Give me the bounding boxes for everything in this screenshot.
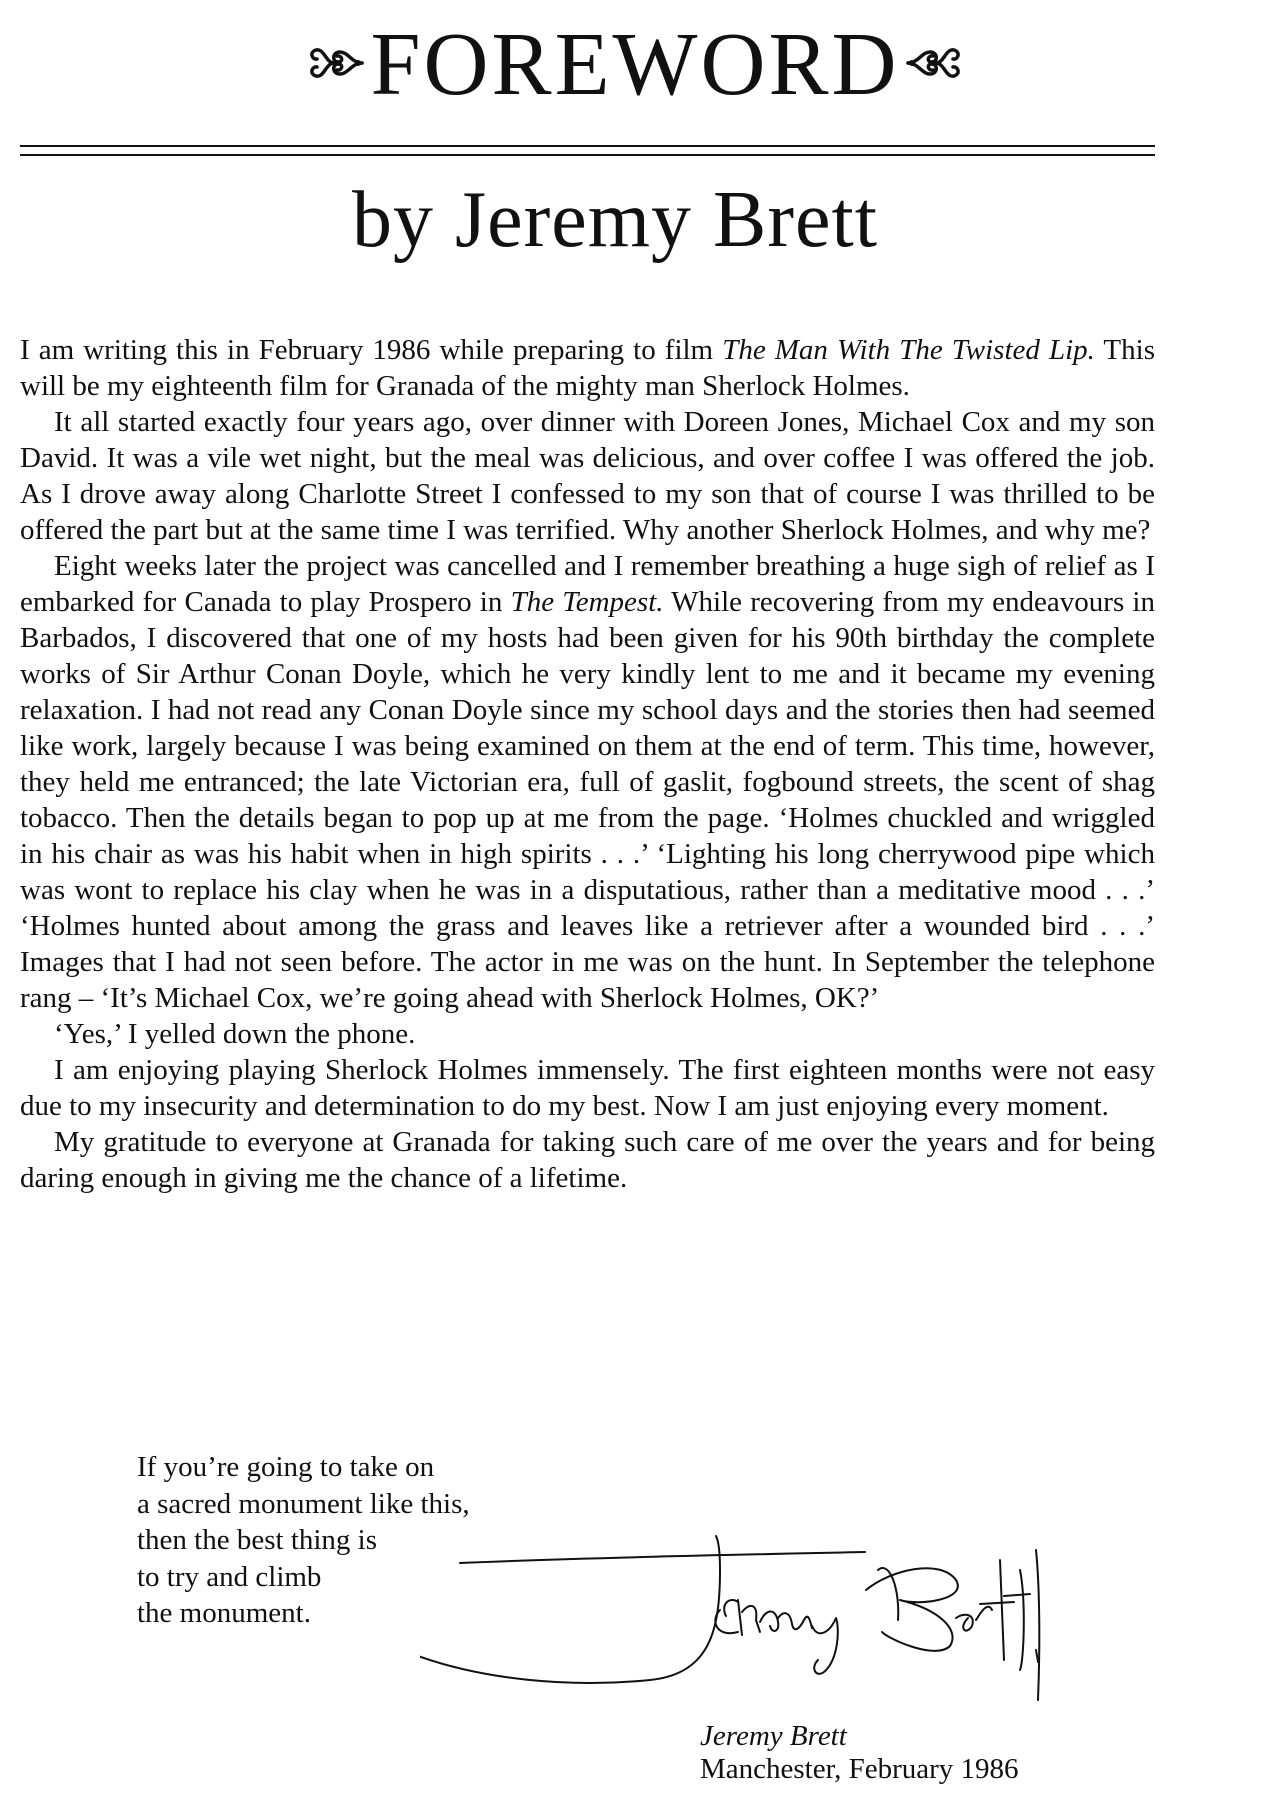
- paragraph-text: Eight weeks later the project was cancelled and I remember breathing a huge sigh of relief as I embarked for Canada to play Prospero in: [20, 550, 1155, 618]
- byline: by Jeremy Brett: [352, 176, 878, 264]
- body-paragraph: [20, 1124, 1155, 1196]
- quote-line: the monument.: [137, 1597, 311, 1629]
- foreword-body: [20, 332, 1155, 1196]
- paragraph-text: This will be my eighteenth film for Granada of the mighty man Sherlock Holmes.: [20, 334, 1155, 402]
- title-row: [0, 15, 1270, 114]
- scroll-ornament-right-icon: [904, 38, 964, 88]
- paragraph-text: My gratitude to everyone at Granada for taking such care of me over the years and for being daring enough in giving me the chance of a lifetime.: [20, 1126, 1155, 1194]
- signature-place-date: Manchester, February 1986: [700, 1753, 1019, 1785]
- paragraph-text: I am enjoying playing Sherlock Holmes immensely. The first eighteen months were not easy due to my insecurity and determination to do my best. Now I am just enjoying every moment.: [20, 1054, 1155, 1122]
- body-paragraph: [20, 548, 1155, 1016]
- scroll-ornament-left-icon: [306, 38, 366, 88]
- quote-line: a sacred monument like this,: [137, 1487, 470, 1520]
- signature-name: Jeremy Brett: [700, 1720, 847, 1752]
- italic-title: The Man With The Twisted Lip.: [722, 334, 1095, 366]
- quote-line: If you’re going to take on: [137, 1451, 435, 1483]
- body-paragraph: [20, 404, 1155, 548]
- handwritten-signature-icon: [420, 1500, 1270, 1740]
- title-rule-lower: [20, 154, 1155, 156]
- body-paragraph: [20, 1052, 1155, 1124]
- title-rule-upper: [20, 145, 1155, 147]
- quote-line: to try and climb: [137, 1560, 322, 1593]
- italic-title: The Tempest.: [510, 586, 664, 618]
- body-paragraph: [20, 1016, 1155, 1052]
- paragraph-text: It all started exactly four years ago, over dinner with Doreen Jones, Michael Cox and my son David. It was a vile wet night, but the meal was delicious, and over coffee I was offered the job. As I drove away along Charlotte Street I confessed to my son that of course I was thrilled to be offered the part but at the same time I was terrified. Why another Sherlock Holmes, and why me?: [20, 406, 1155, 546]
- body-paragraph: [20, 332, 1155, 404]
- quote-line: then the best thing is: [137, 1524, 378, 1556]
- page-title: FOREWORD: [370, 15, 900, 114]
- paragraph-text: While recovering from my endeavours in Barbados, I discovered that one of my hosts had been given for his 90th birthday the complete works of Sir Arthur Conan Doyle, which he very kindly lent to me and it became my evening relaxation. I had not read any Conan Doyle since my school days and the stories then had seemed like work, largely because I was being examined on them at the end of term. This time, however, they held me entranced; the late Victorian era, full of gaslit, fogbound streets, the scent of shag tobacco. Then the details began to pop up at me from the page. ‘Holmes chuckled and wriggled in his chair as was his habit when in high spirits . . .’ ‘Lighting his long cherrywood pipe which was wont to replace his clay when he was in a disputatious, rather than a meditative mood . . .’ ‘Holmes hunted about among the grass and leaves like a retriever after a wounded bird . . .’ Images that I had not seen before. The actor in me was on the hunt. In September the telephone rang – ‘It’s Michael Cox, we’re going ahead with Sherlock Holmes, OK?’: [20, 586, 1155, 1014]
- paragraph-text: ‘Yes,’ I yelled down the phone.: [54, 1018, 416, 1050]
- paragraph-text: I am writing this in February 1986 while preparing to film: [20, 334, 723, 366]
